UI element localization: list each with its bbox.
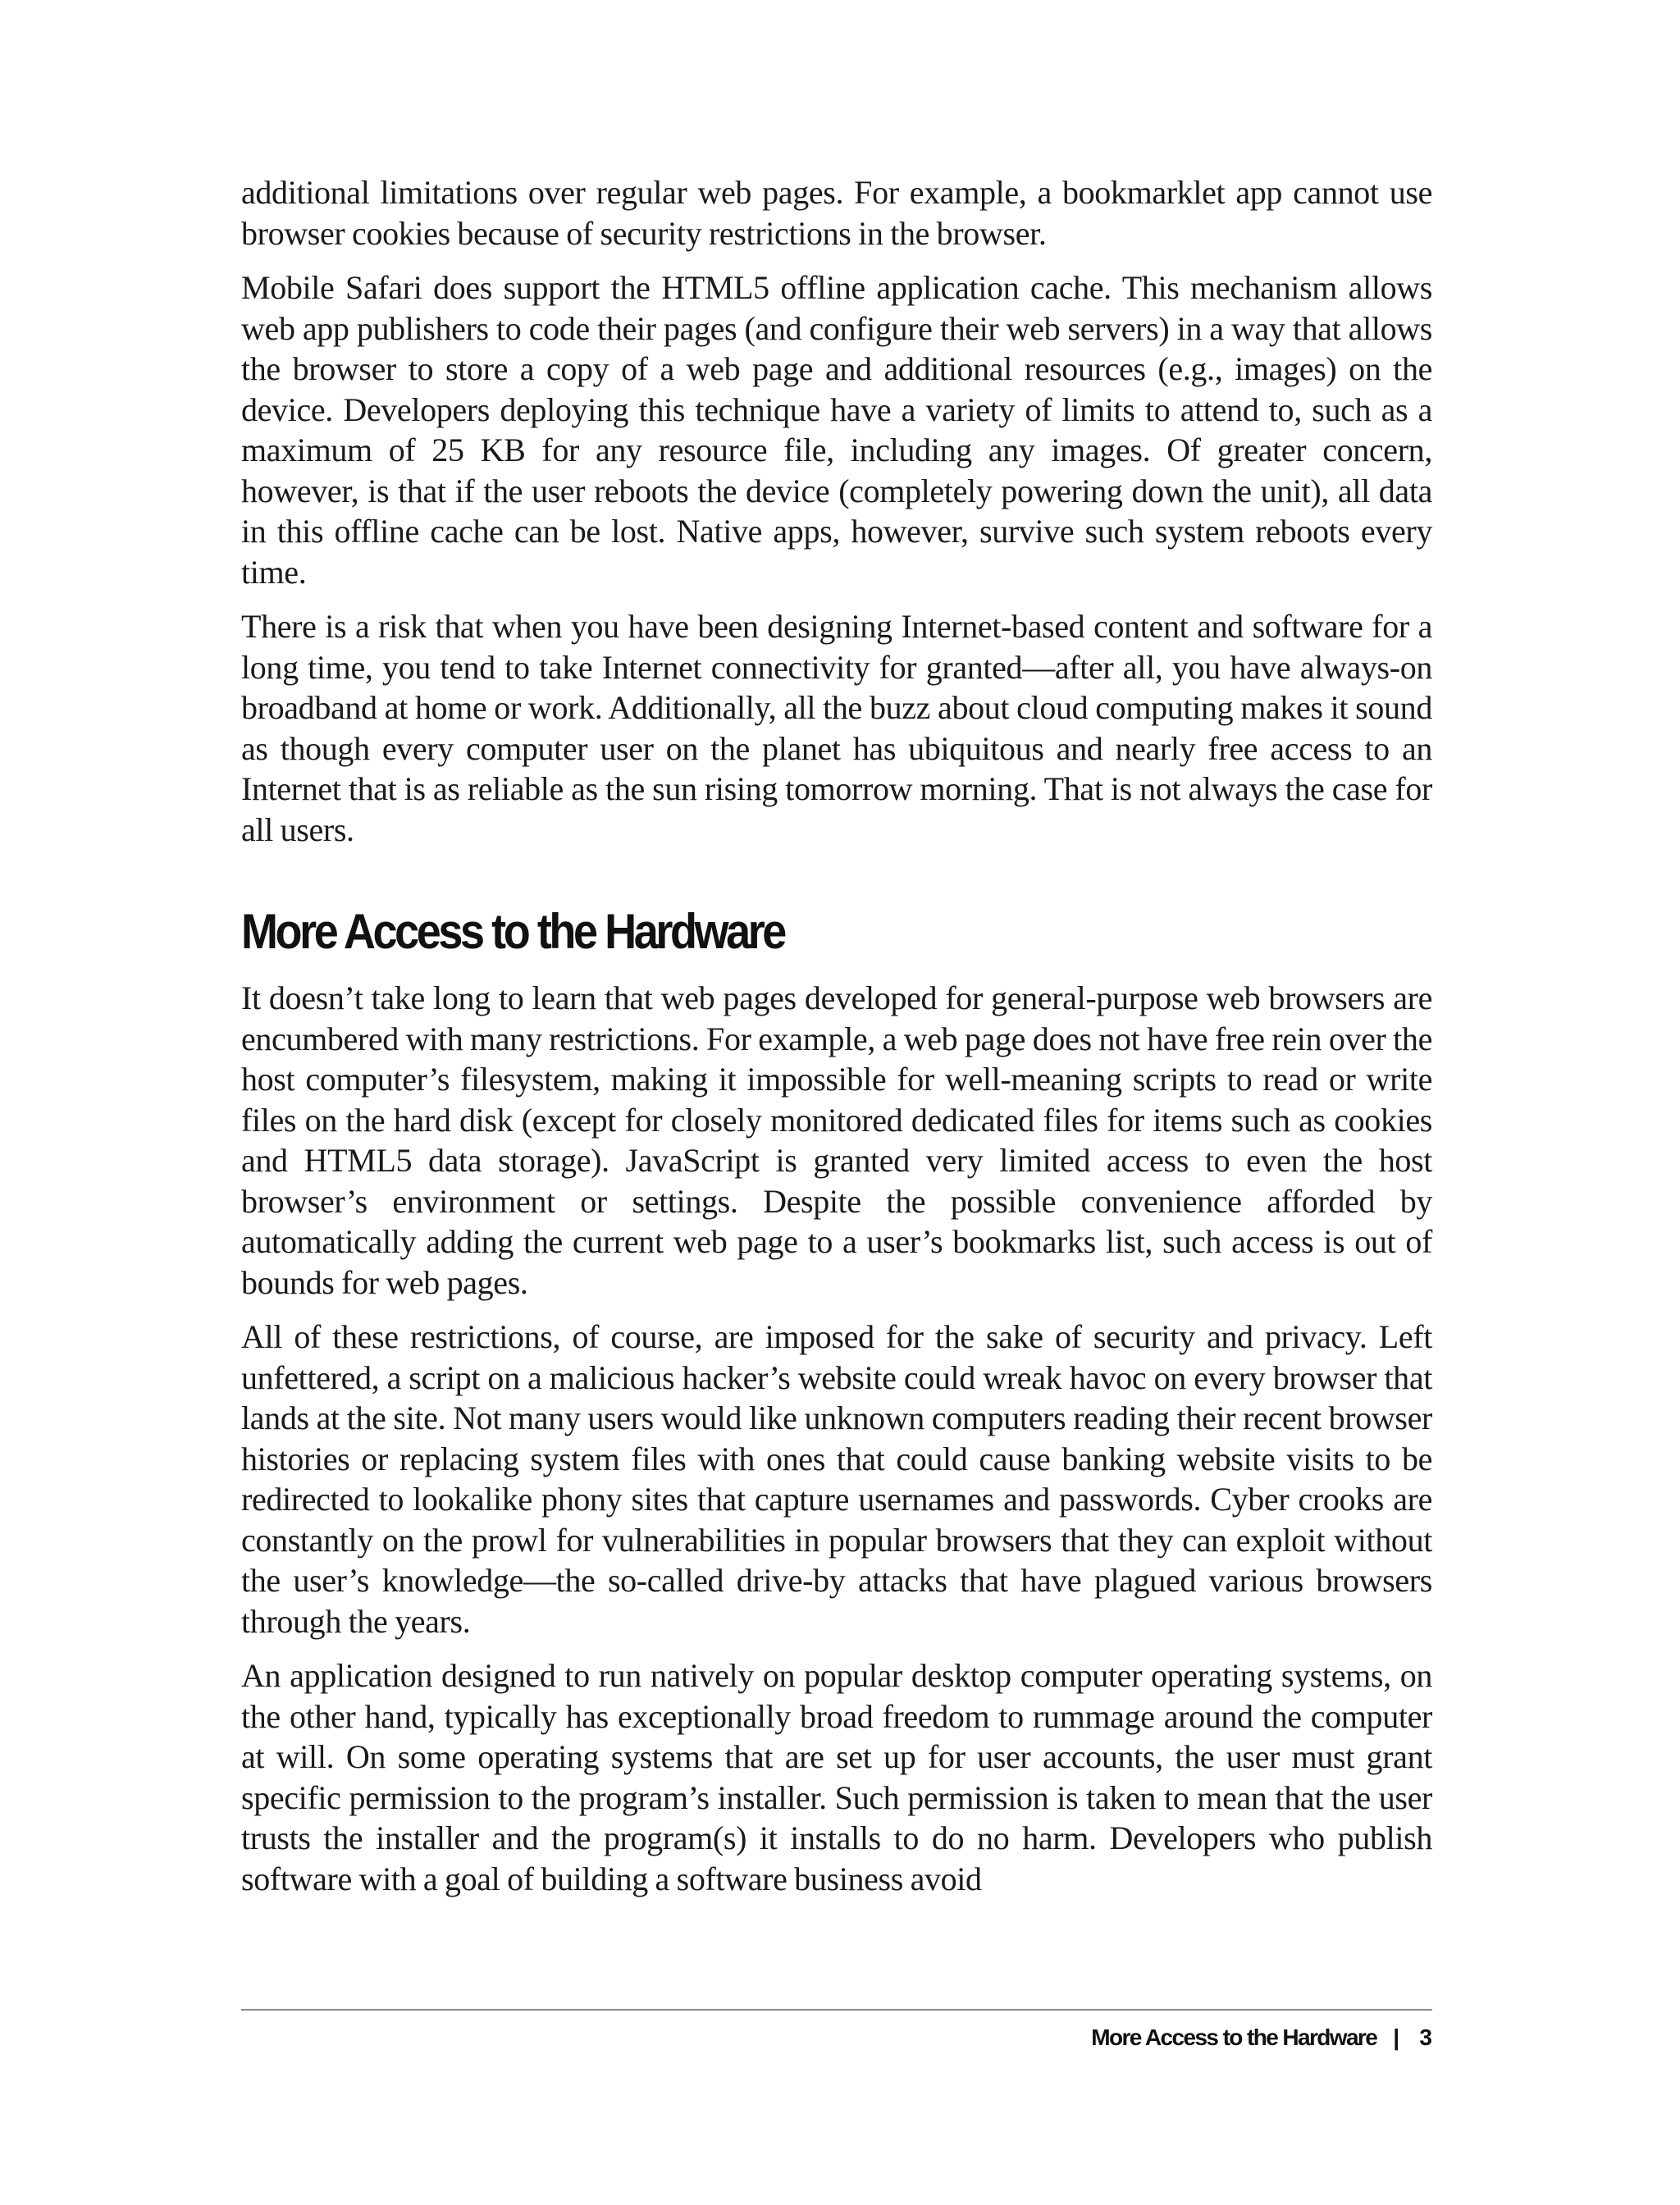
footer-divider (241, 2009, 1432, 2011)
body-paragraph: additional limitations over regular web pages. For example, a bookmarklet app cannot use browser cookies because of security restrictions in the browser. (241, 174, 1432, 252)
page-body (241, 172, 1432, 1913)
body-paragraph: An application designed to run natively on popular desktop computer operating systems, on the other hand, typically has exceptionally broad freedom to rummage around the computer at will. On some operating systems that are set up for user accounts, the user must grant specific permission to the program’s installer. Such permission is taken to mean that the user trusts the installer and the program(s) it installs to do no harm. Developers who publish software with a goal of building a software business avoid (241, 1657, 1432, 1897)
section-heading: More Access to the Hardware (241, 904, 784, 959)
body-paragraph: It doesn’t take long to learn that web pages developed for general-purpose web browsers are encumbered with many restrictions. For example, a web page does not have free rein over the host computer’s filesystem, making it impossible for well-meaning scripts to read or write files on the hard disk (except for closely monitored dedicated files for items such as cookies and HTML5 data storage). JavaScript is granted very limited access to even the host browser’s environment or settings. Despite the possible convenience afforded by automatically adding the current web page to a user’s bookmarks list, such access is out of bounds for web pages. (241, 979, 1432, 1301)
footer-separator: | (1393, 2025, 1399, 2050)
body-paragraph: There is a risk that when you have been designing Internet-based content and software for a long time, you tend to take Internet connectivity for granted—after all, you have always-on broadband at home or work. Additionally, all the buzz about cloud computing makes it sound as though every computer user on the planet has ubiquitous and nearly free access to an Internet that is as reliable as the sun rising tomorrow morning. That is not always the case for all users. (241, 608, 1432, 848)
running-title: More Access to the Hardware (1091, 2025, 1377, 2050)
page-number: 3 (1419, 2025, 1432, 2050)
body-paragraph: Mobile Safari does support the HTML5 offline application cache. This mechanism allows web app publishers to code their pages (and configure their web servers) in a way that allows the browser to store a copy of a web page and additional resources (e.g., images) on the device. Developers deploying this technique have a variety of limits to attend to, such as a maximum of 25 KB for any resource file, including any images. Of greater concern, however, is that if the user reboots the device (completely powering down the unit), all data in this offline cache can be lost. Native apps, however, survive such system reboots every time. (241, 269, 1432, 591)
page-footer (1091, 2025, 1432, 2051)
body-paragraph: All of these restrictions, of course, are imposed for the sake of security and privacy. Left unfettered, a script on a malicious hacker’s website could wreak havoc on every browser that lands at the site. Not many users would like unknown computers reading their recent browser histories or replacing system files with ones that could cause banking website visits to be redirected to lookalike phony sites that capture usernames and passwords. Cyber crooks are constantly on the prowl for vulnerabilities in popular browsers that they can exploit without the user’s knowledge—the so-called drive-by attacks that have plagued various browsers through the years. (241, 1318, 1432, 1640)
